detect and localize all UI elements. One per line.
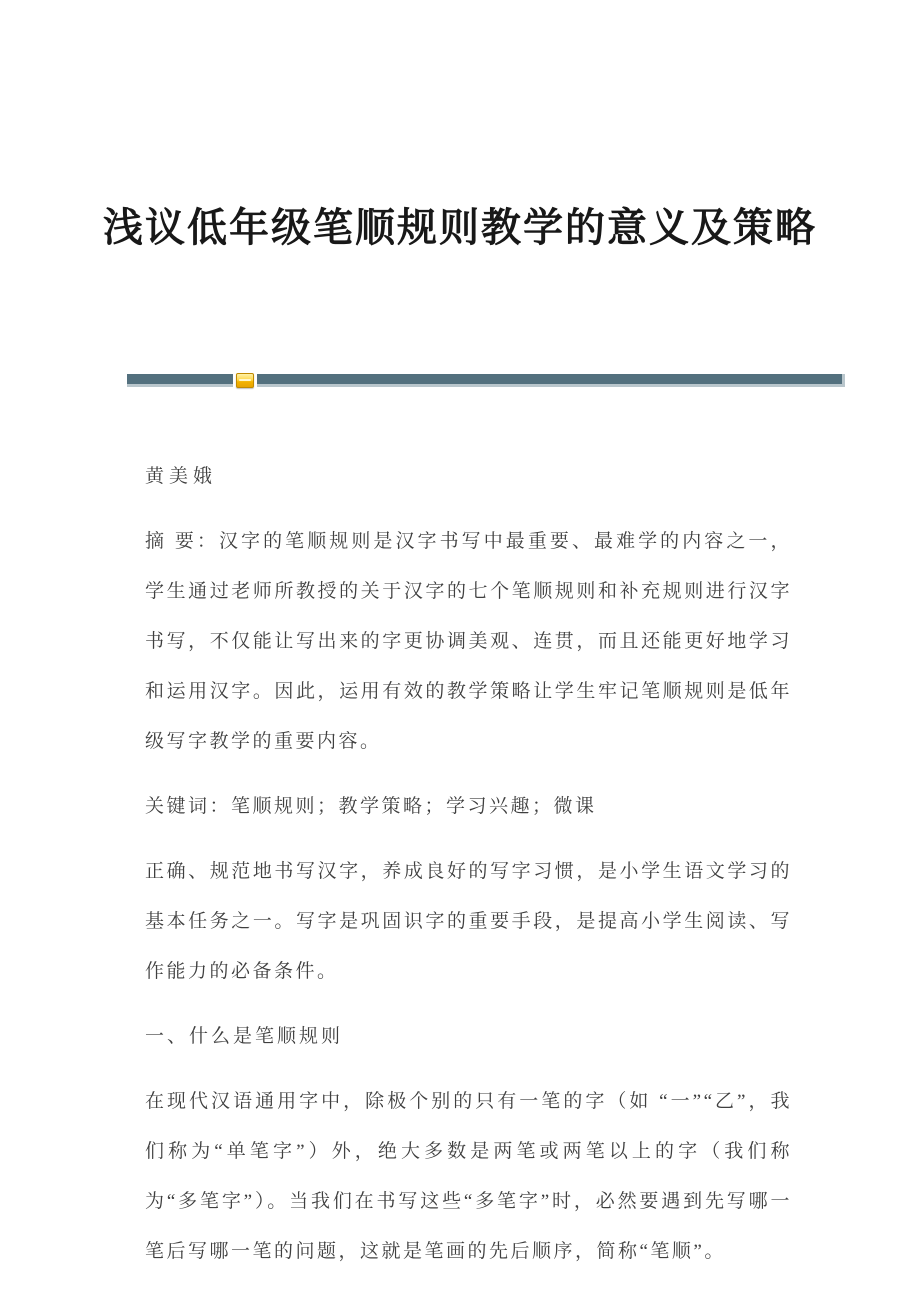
keywords-line: 关键词：笔顺规则；教学策略；学习兴趣；微课 [145,796,597,817]
envelope-icon [236,373,254,388]
title-divider [127,372,845,388]
author-name: 黄美娥 [145,466,218,487]
intro-paragraph: 正确、规范地书写汉字，养成良好的写字习惯，是小学生语文学习的基本任务之一。写字是巩固识字的重要手段，是提高小学生阅读、写作能力的必备条件。 [145,861,792,982]
section-paragraph: 在现代汉语通用字中，除极个别的只有一笔的字（如 “一”“乙”，我们称为“单笔字”）外，绝大多数是两笔或两笔以上的字（我们称为“多笔字”）。当我们在书写这些“多笔字”时，必然要遇到先写哪一笔后写哪一笔的问题，这就是笔画的先后顺序，简称“笔顺”。 [145,1091,792,1262]
divider-bar-right [257,374,845,387]
section-heading: 一、什么是笔顺规则 [145,1026,344,1047]
divider-bar-left [127,374,233,387]
article-body [145,452,792,1292]
abstract-paragraph: 摘 要：汉字的笔顺规则是汉字书写中最重要、最难学的内容之一，学生通过老师所教授的关于汉字的七个笔顺规则和补充规则进行汉字书写，不仅能让写出来的字更协调美观、连贯，而且还能更好地学习和运用汉字。因此，运用有效的教学策略让学生牢记笔顺规则是低年级写字教学的重要内容。 [145,531,792,752]
page-title: 浅议低年级笔顺规则教学的意义及策略 [103,205,817,250]
